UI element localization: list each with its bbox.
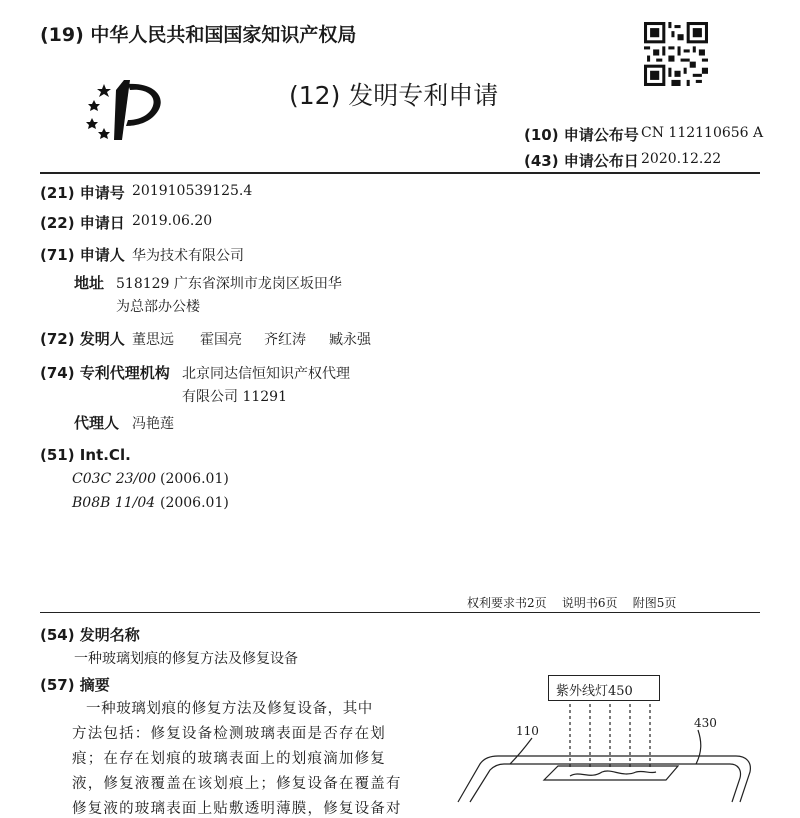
address-line-1: 518129 广东省深圳市龙岗区坂田华 xyxy=(116,276,342,292)
ipc-year: (2006.01) xyxy=(160,471,229,487)
qr-code-icon xyxy=(644,22,708,86)
inventors-label: (72) 发明人 xyxy=(40,330,125,348)
abstract-line: 方法包括：修复设备检测玻璃表面是否存在划 xyxy=(72,726,386,742)
applicant: 华为技术有限公司 xyxy=(132,248,244,264)
application-date: 2019.06.20 xyxy=(132,213,213,229)
ipc-code: B08B 11/04 xyxy=(72,495,156,511)
invention-title-label: (54) 发明名称 xyxy=(40,626,140,644)
agent: 冯艳莲 xyxy=(132,416,174,432)
abstract-line: 一种玻璃划痕的修复方法及修复设备，其中 xyxy=(86,701,373,717)
agent-label: 代理人 xyxy=(74,414,120,432)
agency-line-1: 北京同达信恒知识产权代理 xyxy=(182,366,350,382)
abstract-line: 痕；在存在划痕的玻璃表面上的划痕滴加修复 xyxy=(72,751,386,767)
reference-110: 110 xyxy=(516,724,539,738)
abstract-line: 修复液的玻璃表面上贴敷透明薄膜，修复设备对 xyxy=(72,801,402,817)
publication-number: CN 112110656 A xyxy=(641,125,764,141)
ipc-year: (2006.01) xyxy=(160,495,229,511)
document-type: (12) 发明专利申请 xyxy=(289,81,499,110)
repair-device-figure xyxy=(440,700,760,805)
abstract-line: 液，修复液覆盖在该划痕上；修复设备在覆盖有 xyxy=(72,776,402,792)
address-line-2: 为总部办公楼 xyxy=(116,299,200,315)
address-label: 地址 xyxy=(74,274,105,292)
application-number: 201910539125.4 xyxy=(132,183,253,199)
inventor-name: 臧永强 xyxy=(329,332,371,348)
publication-date: 2020.12.22 xyxy=(641,151,722,167)
inventor-name: 董思远 xyxy=(132,332,174,348)
uv-lamp-label: 紫外线灯450 xyxy=(556,684,633,699)
ipc-code: C03C 23/00 xyxy=(72,471,157,487)
inventor-name: 霍国亮 xyxy=(200,332,242,348)
application-number-label: (21) 申请号 xyxy=(40,184,125,202)
applicant-label: (71) 申请人 xyxy=(40,246,125,264)
publication-date-label: (43) 申请公布日 xyxy=(524,152,639,170)
header-divider xyxy=(40,172,760,174)
agency-label: (74) 专利代理机构 xyxy=(40,364,170,382)
section-divider xyxy=(40,612,760,613)
ipc-label: (51) Int.Cl. xyxy=(40,446,131,464)
publication-number-label: (10) 申请公布号 xyxy=(524,126,639,144)
agency-line-2: 有限公司 11291 xyxy=(182,389,287,405)
inventor-name: 齐红涛 xyxy=(264,332,306,348)
application-date-label: (22) 申请日 xyxy=(40,214,125,232)
office-name: (19) 中华人民共和国国家知识产权局 xyxy=(40,24,357,46)
abstract-label: (57) 摘要 xyxy=(40,676,110,694)
reference-430: 430 xyxy=(694,716,717,730)
invention-title: 一种玻璃划痕的修复方法及修复设备 xyxy=(74,651,298,667)
cnipa-logo-icon xyxy=(84,76,170,142)
page-counts: 权利要求书2页 说明书6页 附图5页 xyxy=(467,596,677,610)
